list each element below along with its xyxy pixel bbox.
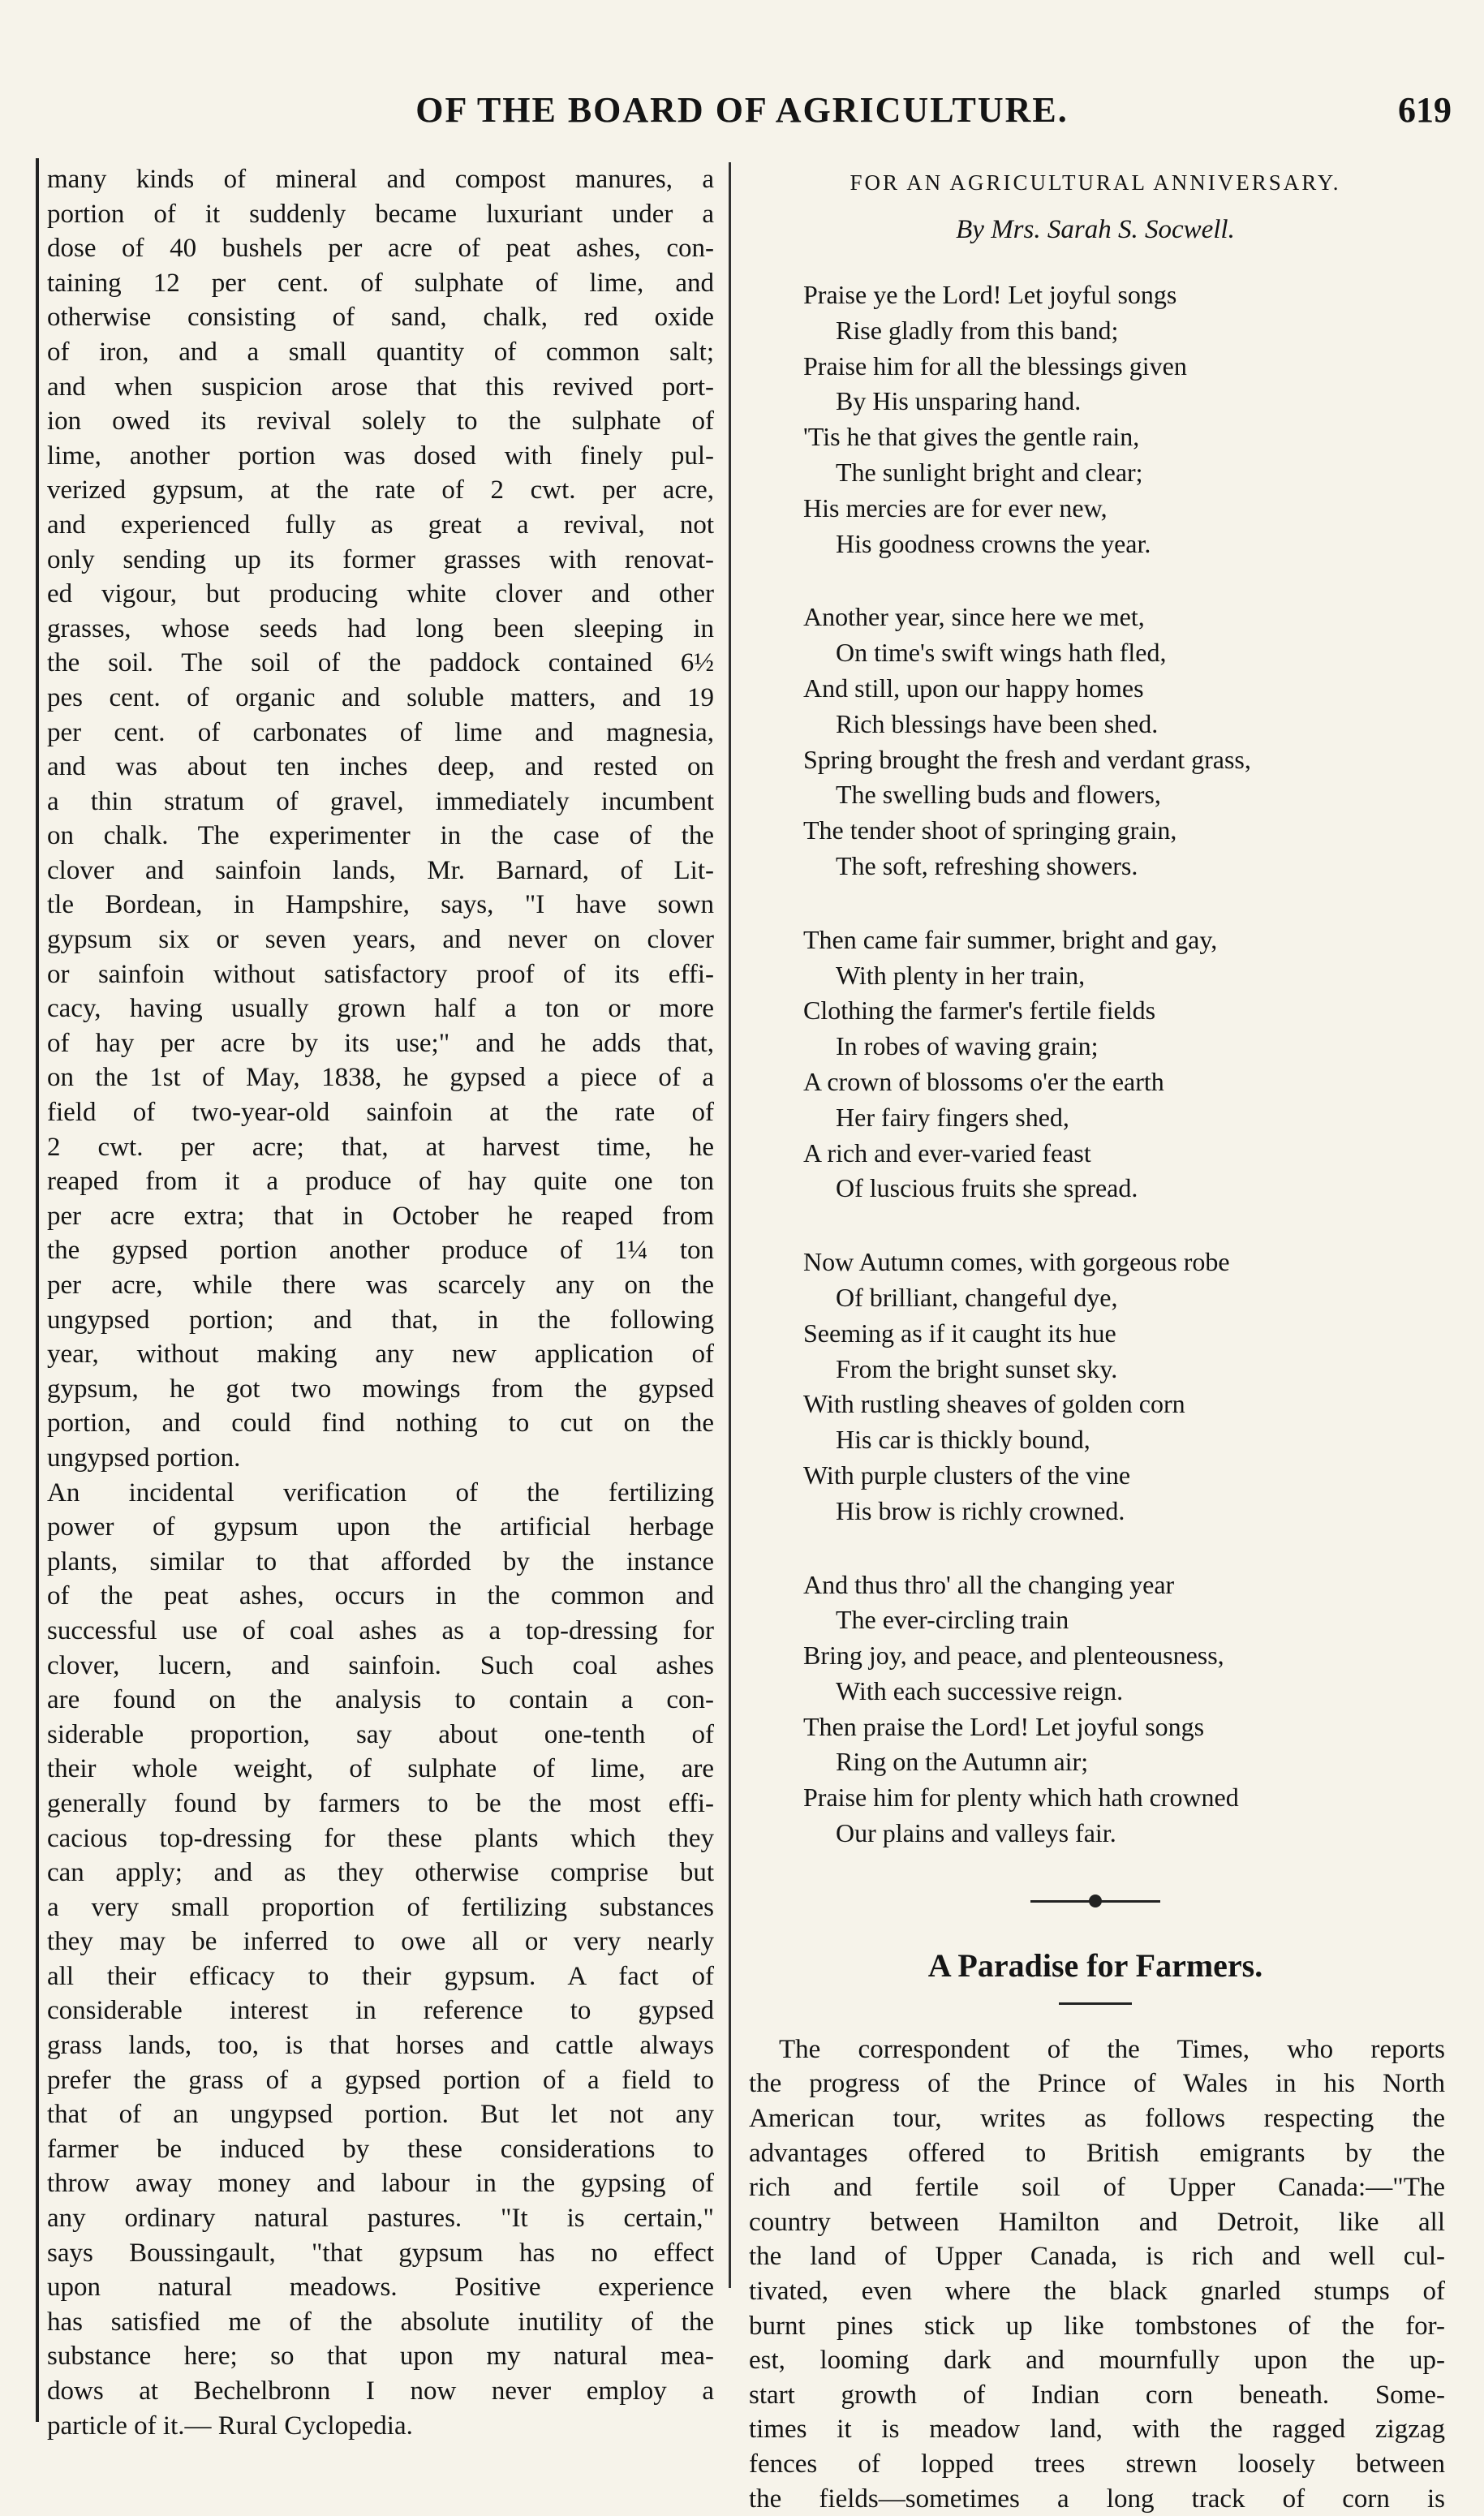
poem-heading: FOR AN AGRICULTURAL ANNIVERSARY. xyxy=(850,170,1341,195)
text-line: they may be inferred to owe all or very nearly xyxy=(47,1927,714,1957)
text-line: cacious top-dressing for these plants which they xyxy=(47,1823,714,1853)
text-line: ungypsed portion. xyxy=(47,1443,241,1473)
poem-stanza xyxy=(742,277,1448,561)
text-line: times it is meadow land, with the ragged zigzag xyxy=(749,2415,1445,2445)
poem-stanza xyxy=(742,1245,1448,1529)
poem-line: Rise gladly from this band; xyxy=(836,315,1119,345)
text-line: a very small proportion of fertilizing substances xyxy=(47,1892,714,1922)
text-line: lime, another portion was dosed with finely pul- xyxy=(47,441,714,471)
text-line: the land of Upper Canada, is rich and well cul- xyxy=(749,2242,1445,2272)
poem-line: From the bright sunset sky. xyxy=(836,1353,1118,1383)
divider-dot xyxy=(1089,1895,1102,1907)
text-line: per cent. of carbonates of lime and magnesia, xyxy=(47,717,714,747)
text-line: clover and sainfoin lands, Mr. Barnard, of Lit- xyxy=(47,855,714,885)
text-line: of hay per acre by its use;" and he adds that, xyxy=(47,1028,714,1058)
text-line: and when suspicion arose that this revived port- xyxy=(47,372,714,402)
text-line: are found on the analysis to contain a con- xyxy=(47,1685,714,1715)
text-line: can apply; and as they otherwise comprise but xyxy=(47,1858,714,1888)
text-line: rich and fertile soil of Upper Canada:—"The xyxy=(749,2173,1445,2203)
text-line: field of two-year-old sainfoin at the rate of xyxy=(47,1098,714,1128)
text-line: per acre, while there was scarcely any on the xyxy=(47,1271,714,1300)
poem-line: With purple clusters of the vine xyxy=(803,1460,1131,1490)
page-number: 619 xyxy=(1398,90,1452,130)
article-body xyxy=(742,2032,1448,2516)
text-line: burnt pines stick up like tombstones of the for- xyxy=(749,2311,1445,2341)
text-line: portion of it suddenly became luxuriant under a xyxy=(47,199,714,229)
poem-line: Spring brought the fresh and verdant grass, xyxy=(803,744,1251,774)
text-line: gypsum, he got two mowings from the gypsed xyxy=(47,1374,714,1404)
poem-line: The soft, refreshing showers. xyxy=(836,850,1138,880)
right-column xyxy=(742,162,1448,2514)
text-line: of iron, and a small quantity of common salt; xyxy=(47,337,714,367)
poem-line: A crown of blossoms o'er the earth xyxy=(803,1066,1164,1096)
poem-line: His car is thickly bound, xyxy=(836,1425,1090,1455)
text-line: generally found by farmers to be the most effi- xyxy=(47,1788,714,1818)
poem-line: 'Tis he that gives the gentle rain, xyxy=(803,422,1140,452)
poem-line: By His unsparing hand. xyxy=(836,386,1082,416)
text-line: considerable interest in reference to gypsed xyxy=(47,1996,714,2026)
poem-body xyxy=(742,277,1448,1852)
text-line: upon natural meadows. Positive experience xyxy=(47,2273,714,2303)
text-line: dose of 40 bushels per acre of peat ashes, con- xyxy=(47,234,714,264)
text-line: per acre extra; that in October he reaped from xyxy=(47,1201,714,1231)
running-header xyxy=(32,89,1452,138)
text-line: of the peat ashes, occurs in the common and xyxy=(47,1581,714,1611)
text-line: dows at Bechelbronn I now never employ a xyxy=(47,2376,714,2406)
poem-stanza xyxy=(742,600,1448,884)
poem-stanza xyxy=(742,1568,1448,1852)
text-line: tivated, even where the black gnarled stumps of xyxy=(749,2277,1445,2307)
text-line: 2 cwt. per acre; that, at harvest time, he xyxy=(47,1132,714,1162)
text-line: that of an ungypsed portion. But let not any xyxy=(47,2100,714,2130)
text-line: the progress of the Prince of Wales in his North xyxy=(749,2069,1445,2099)
ornamental-divider xyxy=(1030,1890,1160,1914)
poem-line: In robes of waving grain; xyxy=(836,1031,1099,1061)
text-line: otherwise consisting of sand, chalk, red oxide xyxy=(47,303,714,333)
poem-line: With rustling sheaves of golden corn xyxy=(803,1389,1185,1419)
poem-line: On time's swift wings hath fled, xyxy=(836,638,1167,668)
poem-line: Another year, since here we met, xyxy=(803,602,1145,632)
text-line: ed vigour, but producing white clover and other xyxy=(47,579,714,609)
poem-line: Of luscious fruits she spread. xyxy=(836,1173,1138,1203)
text-line: plants, similar to that afforded by the instance xyxy=(47,1546,714,1576)
poem-line: Ring on the Autumn air; xyxy=(836,1747,1089,1777)
text-line: cacy, having usually grown half a ton or more xyxy=(47,994,714,1024)
text-line: a thin stratum of gravel, immediately incumbent xyxy=(47,786,714,816)
poem-line: Of brilliant, changeful dye, xyxy=(836,1282,1118,1312)
text-line: portion, and could find nothing to cut on the xyxy=(47,1409,714,1439)
text-line: start growth of Indian corn beneath. Some- xyxy=(749,2380,1445,2410)
poem-line: A rich and ever-varied feast xyxy=(803,1138,1091,1168)
text-line: any ordinary natural pastures. "It is certain," xyxy=(47,2204,714,2234)
text-line: grass lands, too, is that horses and cattle always xyxy=(47,2031,714,2061)
article-title: A Paradise for Farmers. xyxy=(927,1946,1263,1984)
text-line: taining 12 per cent. of sulphate of lime, and xyxy=(47,268,714,298)
text-line: pes cent. of organic and soluble matters, and 19 xyxy=(47,682,714,712)
poem-line: And still, upon our happy homes xyxy=(803,673,1144,703)
text-line: advantages offered to British emigrants by the xyxy=(749,2138,1445,2168)
poem-line: The sunlight bright and clear; xyxy=(836,457,1143,487)
text-line: the gypsed portion another produce of 1¼ ton xyxy=(47,1236,714,1266)
poem-line: Our plains and valleys fair. xyxy=(836,1818,1116,1848)
text-line: and experienced fully as great a revival, not xyxy=(47,510,714,540)
poem-line: The tender shoot of springing grain, xyxy=(803,815,1177,845)
text-line: ungypsed portion; and that, in the following xyxy=(47,1305,714,1335)
poem-line: Praise him for plenty which hath crowned xyxy=(803,1783,1239,1813)
text-line: American tour, writes as follows respecting the xyxy=(749,2104,1445,2134)
text-line: reaped from it a produce of hay quite one ton xyxy=(47,1167,714,1197)
text-line: substance here; so that upon my natural mea- xyxy=(47,2342,714,2372)
text-line: successful use of coal ashes as a top-dressing for xyxy=(47,1615,714,1645)
poem-line: Praise him for all the blessings given xyxy=(803,351,1187,381)
poem-line: The ever-circling train xyxy=(836,1605,1069,1635)
poem-line: With each successive reign. xyxy=(836,1675,1124,1705)
column-divider xyxy=(729,162,731,2288)
text-line: many kinds of mineral and compost manures, a xyxy=(47,165,714,194)
poem-line: Now Autumn comes, with gorgeous robe xyxy=(803,1247,1230,1277)
poem-author: By Mrs. Sarah S. Socwell. xyxy=(956,215,1235,244)
text-line: throw away money and labour in the gypsing of xyxy=(47,2169,714,2199)
text-line: on chalk. The experimenter in the case of the xyxy=(47,821,714,851)
text-line: farmer be induced by these considerations to xyxy=(47,2134,714,2164)
text-line: power of gypsum upon the artificial herbage xyxy=(47,1512,714,1542)
text-line: says Boussingault, "that gypsum has no effect xyxy=(47,2238,714,2268)
running-title: OF THE BOARD OF AGRICULTURE. xyxy=(415,90,1069,130)
poem-line: Bring joy, and peace, and plenteousness, xyxy=(803,1641,1224,1671)
text-line: grasses, whose seeds had long been sleeping in xyxy=(47,613,714,643)
poem-line: Then praise the Lord! Let joyful songs xyxy=(803,1711,1205,1741)
text-line: prefer the grass of a gypsed portion of a field to xyxy=(47,2065,714,2095)
poem-line: His goodness crowns the year. xyxy=(836,528,1151,558)
poem-line: Rich blessings have been shed. xyxy=(836,708,1159,738)
text-line: on the 1st of May, 1838, he gypsed a piece of a xyxy=(47,1063,714,1093)
text-line: gypsum six or seven years, and never on clover xyxy=(47,925,714,955)
poem-line: Her fairy fingers shed, xyxy=(836,1102,1069,1132)
poem-line: With plenty in her train, xyxy=(836,960,1086,990)
text-line: the soil. The soil of the paddock contained 6½ xyxy=(47,648,714,678)
text-line: year, without making any new application of xyxy=(47,1340,714,1370)
text-line: country between Hamilton and Detroit, like all xyxy=(749,2207,1445,2237)
text-line: fences of lopped trees strewn loosely between xyxy=(749,2449,1445,2479)
poem-line: The swelling buds and flowers, xyxy=(836,780,1161,810)
poem-line: And thus thro' all the changing year xyxy=(803,1569,1175,1599)
poem-line: Clothing the farmer's fertile fields xyxy=(803,996,1156,1026)
text-line: or sainfoin without satisfactory proof of its effi- xyxy=(47,959,714,989)
text-line: their whole weight, of sulphate of lime, are xyxy=(47,1754,714,1784)
poem-line: Then came fair summer, bright and gay, xyxy=(803,924,1218,954)
text-line: An incidental verification of the fertilizing xyxy=(47,1477,714,1507)
text-line: has satisfied me of the absolute inutility of the xyxy=(47,2307,714,2337)
left-column-article xyxy=(32,162,714,2441)
text-line: est, looming dark and mournfully upon the up- xyxy=(749,2346,1445,2376)
poem-line: Seeming as if it caught its hue xyxy=(803,1318,1116,1348)
text-line: ion owed its revival solely to the sulphate of xyxy=(47,406,714,437)
text-line: particle of it.— Rural Cyclopedia. xyxy=(47,2411,413,2441)
text-line: only sending up its former grasses with renovat- xyxy=(47,544,714,574)
poem-line: His mercies are for ever new, xyxy=(803,492,1108,523)
text-line: all their efficacy to their gypsum. A fact of xyxy=(47,1961,714,1991)
text-line: The correspondent of the Times, who reports xyxy=(779,2034,1445,2064)
text-line: and was about ten inches deep, and rested on xyxy=(47,752,714,782)
text-line: the fields—sometimes a long track of corn is xyxy=(749,2484,1445,2514)
poem-line: Praise ye the Lord! Let joyful songs xyxy=(803,280,1177,309)
text-line: siderable proportion, say about one-tenth of xyxy=(47,1719,714,1749)
text-line: tle Bordean, in Hampshire, says, "I have sown xyxy=(47,890,714,920)
poem-line: His brow is richly crowned. xyxy=(836,1495,1125,1525)
text-line: clover, lucern, and sainfoin. Such coal ashes xyxy=(47,1650,714,1680)
text-line: verized gypsum, at the rate of 2 cwt. per acre, xyxy=(47,475,714,505)
title-rule xyxy=(1059,2002,1132,2005)
poem-stanza xyxy=(742,923,1448,1206)
